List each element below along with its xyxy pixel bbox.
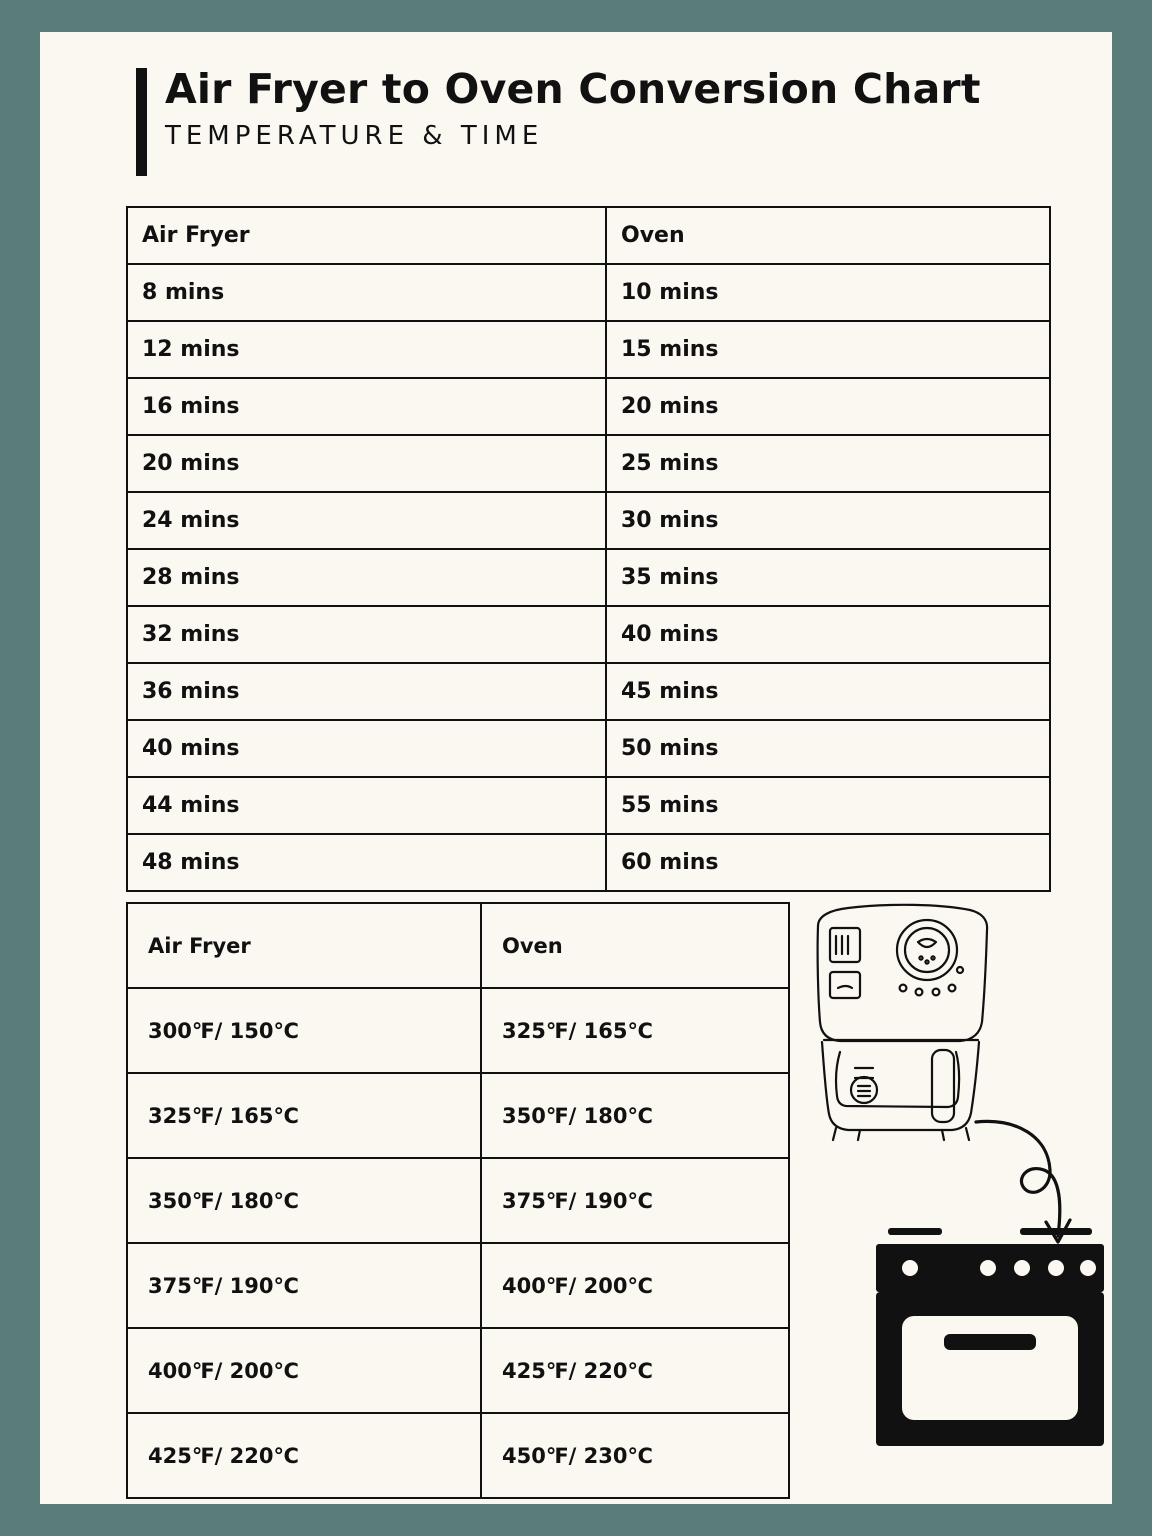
temp-table-cell: 375℉/ 190℃ — [127, 1243, 481, 1328]
temp-table-column-header: Oven — [481, 903, 789, 988]
time-table-cell: 8 mins — [127, 264, 606, 321]
time-table-cell: 40 mins — [127, 720, 606, 777]
page-header — [136, 64, 981, 176]
time-table-cell: 30 mins — [606, 492, 1050, 549]
time-table-column-header: Air Fryer — [127, 207, 606, 264]
time-table-cell: 28 mins — [127, 549, 606, 606]
time-table-cell: 24 mins — [127, 492, 606, 549]
page-subtitle: TEMPERATURE & TIME — [165, 121, 544, 152]
time-table-cell: 20 mins — [127, 435, 606, 492]
temp-table-cell: 325℉/ 165℃ — [127, 1073, 481, 1158]
temp-table-row — [127, 1243, 789, 1328]
time-table-cell: 25 mins — [606, 435, 1050, 492]
time-table-cell: 44 mins — [127, 777, 606, 834]
temp-table-header-row — [127, 903, 789, 988]
time-table-cell: 10 mins — [606, 264, 1050, 321]
temp-table-cell: 375℉/ 190℃ — [481, 1158, 789, 1243]
temp-table-cell: 300℉/ 150℃ — [127, 988, 481, 1073]
time-table-row — [127, 777, 1050, 834]
time-table-cell: 32 mins — [127, 606, 606, 663]
time-table-row — [127, 720, 1050, 777]
temp-table-row — [127, 988, 789, 1073]
time-table-cell: 60 mins — [606, 834, 1050, 891]
time-table-cell: 40 mins — [606, 606, 1050, 663]
time-table-cell: 15 mins — [606, 321, 1050, 378]
time-table-cell: 48 mins — [127, 834, 606, 891]
time-table-cell: 16 mins — [127, 378, 606, 435]
time-table-row — [127, 834, 1050, 891]
temp-table-cell: 400℉/ 200℃ — [481, 1243, 789, 1328]
temp-table-cell: 425℉/ 220℃ — [481, 1328, 789, 1413]
time-conversion-table — [126, 206, 1051, 892]
time-table-row — [127, 435, 1050, 492]
time-table-cell: 36 mins — [127, 663, 606, 720]
time-table-row — [127, 378, 1050, 435]
time-table-cell: 35 mins — [606, 549, 1050, 606]
time-table-cell: 12 mins — [127, 321, 606, 378]
time-table-row — [127, 321, 1050, 378]
oven-icon — [870, 1222, 1110, 1452]
time-table-row — [127, 549, 1050, 606]
time-table-cell: 55 mins — [606, 777, 1050, 834]
illustration-group — [790, 892, 1100, 1492]
poster-page — [40, 32, 1112, 1504]
time-table-row — [127, 492, 1050, 549]
temp-table-cell: 350℉/ 180℃ — [127, 1158, 481, 1243]
temperature-conversion-table — [126, 902, 790, 1499]
temp-table-row — [127, 1073, 789, 1158]
temp-table-cell: 450℉/ 230℃ — [481, 1413, 789, 1498]
temp-table-column-header: Air Fryer — [127, 903, 481, 988]
time-table-row — [127, 606, 1050, 663]
time-table-row — [127, 663, 1050, 720]
temp-table-cell: 425℉/ 220℃ — [127, 1413, 481, 1498]
temp-table-row — [127, 1328, 789, 1413]
time-table-row — [127, 264, 1050, 321]
time-table-cell: 50 mins — [606, 720, 1050, 777]
temp-table-cell: 400℉/ 200℃ — [127, 1328, 481, 1413]
temp-table-cell: 325℉/ 165℃ — [481, 988, 789, 1073]
time-table-cell: 20 mins — [606, 378, 1050, 435]
time-table-header-row — [127, 207, 1050, 264]
air-fryer-icon — [800, 892, 1010, 1142]
time-table-cell: 45 mins — [606, 663, 1050, 720]
time-table-column-header: Oven — [606, 207, 1050, 264]
temp-table-cell: 350℉/ 180℃ — [481, 1073, 789, 1158]
temp-table-row — [127, 1413, 789, 1498]
header-accent-bar — [136, 68, 147, 176]
temp-table-row — [127, 1158, 789, 1243]
page-title: Air Fryer to Oven Conversion Chart — [165, 65, 981, 113]
